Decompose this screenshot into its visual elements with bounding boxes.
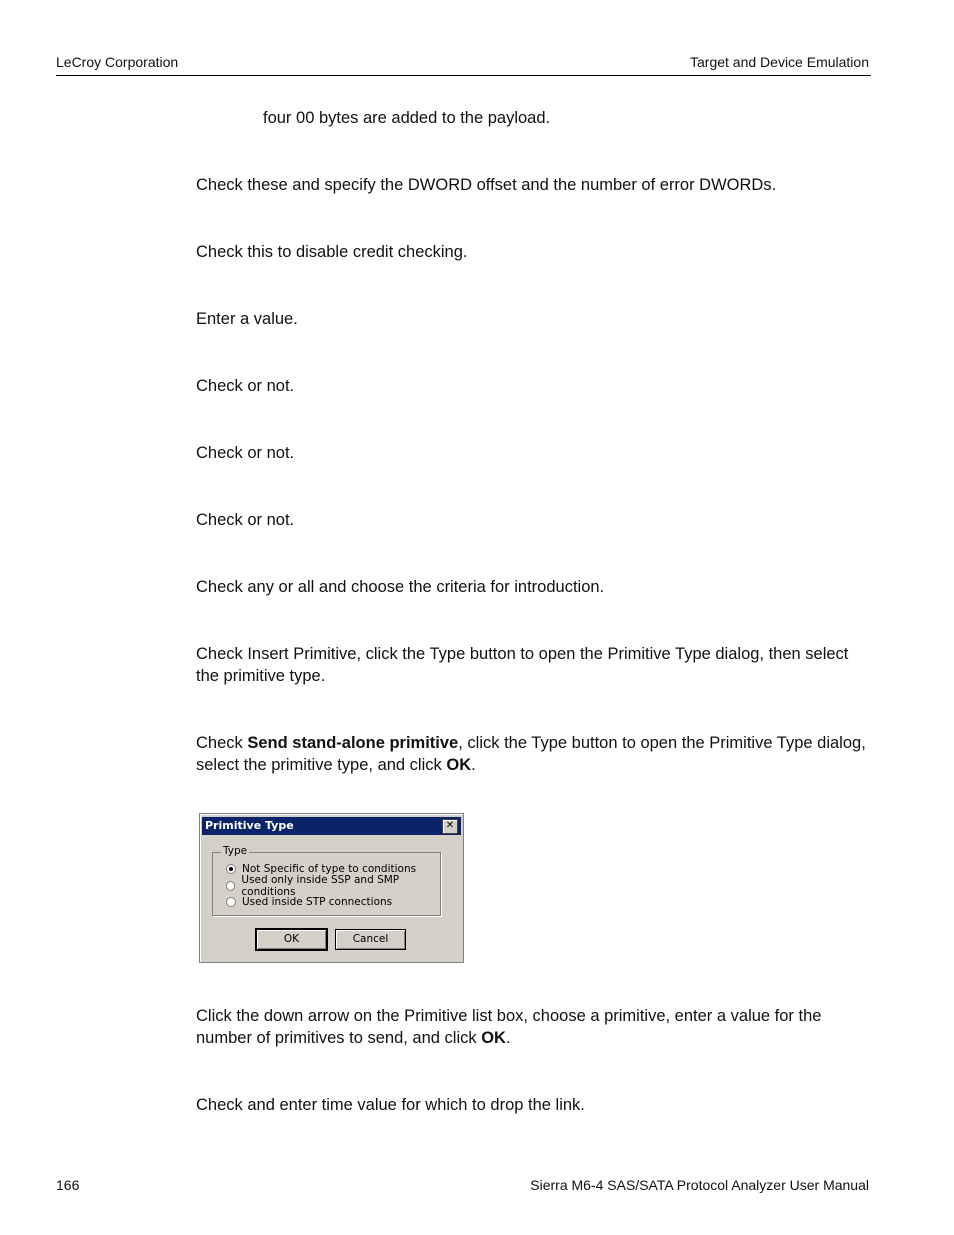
paragraph-insert-primitive: Check Insert Primitive, click the Type button to open the Primitive Type dialog, then select the primitive type. <box>196 645 849 685</box>
close-icon[interactable]: ✕ <box>442 819 458 834</box>
primitive-type-dialog <box>199 813 464 963</box>
type-group-box <box>212 845 441 916</box>
radio-option-ssp-smp[interactable] <box>226 874 440 898</box>
paragraph-check-or-not-2: Check or not. <box>196 444 295 462</box>
radio-label: Used inside STP connections <box>242 896 393 908</box>
group-label: Type <box>223 845 248 857</box>
paragraph-credit-checking: Check this to disable credit checking. <box>196 243 468 261</box>
paragraph-primitive-list <box>196 1005 866 1049</box>
text-segment: , click the Type button to open the Primitive Type dialog, select the primitive type, and click <box>196 734 866 774</box>
header-right: Target and Device Emulation <box>690 54 869 70</box>
cancel-button[interactable]: Cancel <box>335 929 406 950</box>
radio-label: Not Specific of type to conditions <box>242 863 417 875</box>
header-left: LeCroy Corporation <box>56 54 179 70</box>
page-number: 166 <box>56 1177 80 1193</box>
paragraph-dword-offset: Check these and specify the DWORD offset and the number of error DWORDs. <box>196 176 777 194</box>
radio-button[interactable] <box>226 897 236 907</box>
paragraph-payload: four 00 bytes are added to the payload. <box>263 109 551 127</box>
bold-ok: OK <box>446 756 472 774</box>
paragraph-send-standalone <box>196 732 866 776</box>
paragraph-check-or-not-3: Check or not. <box>196 511 295 529</box>
dialog-title: Primitive Type <box>205 819 294 832</box>
header-rule <box>56 75 871 76</box>
footer-title: Sierra M6-4 SAS/SATA Protocol Analyzer User Manual <box>530 1177 869 1193</box>
paragraph-drop-link: Check and enter time value for which to drop the link. <box>196 1096 585 1114</box>
paragraph-enter-value: Enter a value. <box>196 310 298 328</box>
paragraph-check-or-not-1: Check or not. <box>196 377 295 395</box>
paragraph-criteria: Check any or all and choose the criteria for introduction. <box>196 578 605 596</box>
text-segment: Click the down arrow on the Primitive list box, choose a primitive, enter a value for the number of primitives to send, and click <box>196 1007 822 1047</box>
text-segment: Check <box>196 734 248 752</box>
radio-button-selected[interactable] <box>226 864 236 874</box>
text-segment: . <box>471 756 476 774</box>
dialog-title-bar <box>202 817 461 835</box>
text-segment: . <box>505 1029 511 1047</box>
bold-send-standalone: Send stand-alone primitive <box>247 734 459 752</box>
radio-button[interactable] <box>226 881 235 891</box>
ok-button[interactable]: OK <box>256 929 327 950</box>
radio-label: Used only inside SSP and SMP conditions <box>241 874 400 898</box>
radio-option-stp[interactable] <box>226 895 392 909</box>
bold-ok: OK <box>481 1029 506 1047</box>
